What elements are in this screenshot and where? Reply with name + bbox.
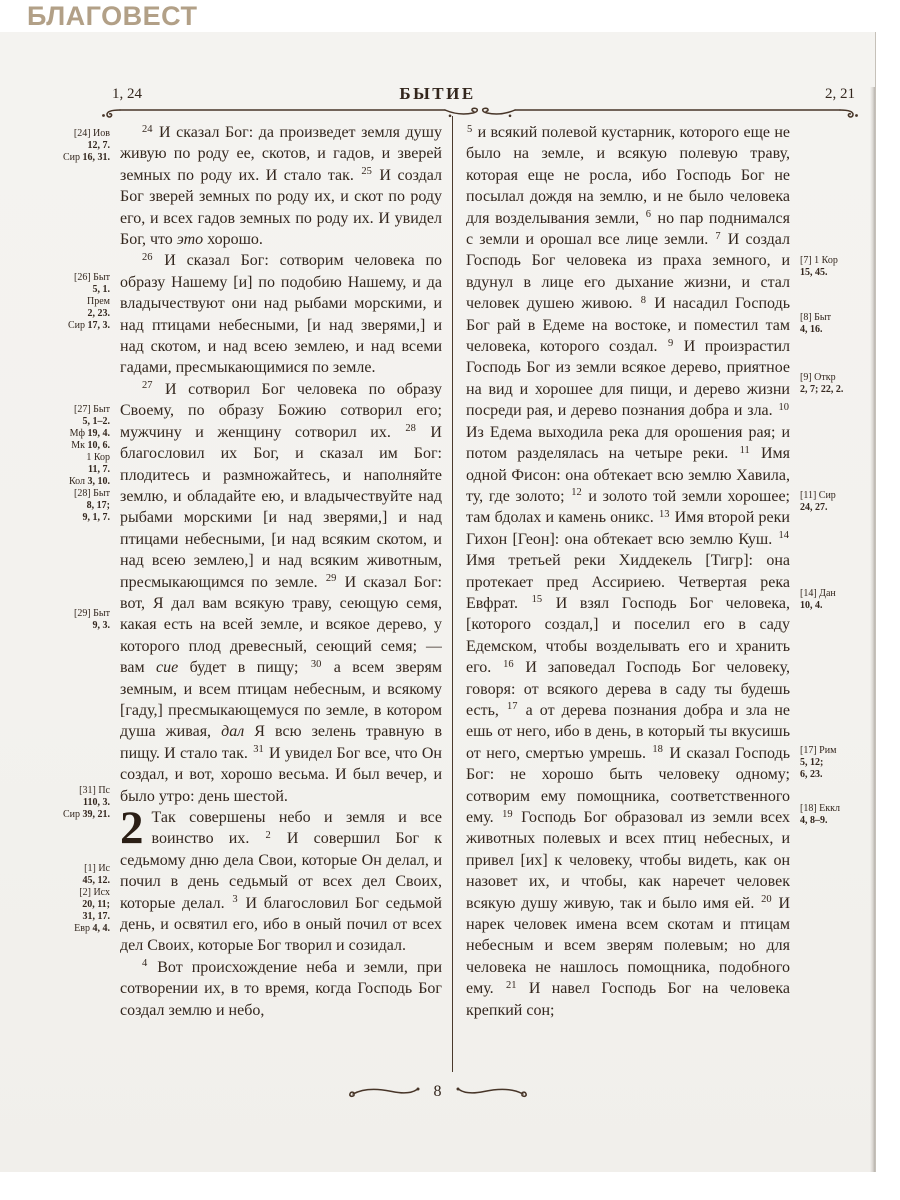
cross-reference-note [12,863,110,935]
cross-reference-line: [11] Сир [800,490,836,501]
bible-paragraph: $^4$ Вот происхождение неба и земли, при сотворении их, в то время, когда Господь Бог создал землю и небо, [120,958,442,1019]
cross-reference-note [800,490,875,514]
bible-paragraph: $^5$ и всякий полевой кустарник, которого еще не было на земле, и всякую полевую траву, которая еще не росла, ибо Господь Бог не посылал дождя на землю, и не было человека для возделывания земли, $^6$ но пар поднимался с земли и орошал все лице земли. $^7$ И создал Господь Бог человека из праха земного, и вдунул в лице его дыхание жизни, и стал человек душею живою. $^8$ И насадил Господь Бог рай в Едеме на востоке, и поместил там человека, которого создал. $^9$ И произрастил Господь Бог из земли всякое дерево, приятное на вид и хорошее для пищи, и дерево жизни посреди рая, и дерево познания добра и зла. $^{10}$ Из Едема выходила река для орошения рая; и потом разделялась на четыре реки. $^{11}$ Имя одной Фисон: она обтекает всю землю Хавила, ту, где золото; $^{12}$ и золото той земли хорошее; там бдолах и камень оникс. $^{13}$ Имя второй реки Гихон [Геон]: она обтекает всю землю Куш. $^{14}$ Имя третьей реки Хиддекель [Тигр]: она протекает пред Ассириею. Четвертая река Евфрат. $^{15}$ И взял Господь Бог человека, [которого создал,] и поселил его в саду Едемском, чтобы возделывать его и хранить его. $^{16}$ И заповедал Господь Бог человеку, говоря: от всякого дерева в саду ты будешь есть, $^{17}$ а от дерева познания добра и зла не ешь от него, ибо в день, в который ты вкусишь от него, смертью умрешь. $^{18}$ И сказал Господь Бог: не хорошо быть человеку одному; сотворим ему помощника, соответственного ему. $^{19}$ Господь Бог образовал из земли всех животных полевых и всех птиц небесных, и привел [их] к человеку, чтобы видеть, как он назовет их, и чтобы, как наречет человек всякую душу живую, так и было имя ей. $^{20}$ И нарек человек имена всем скотам и птицам небесным и всем зверям полевым; но для человека не нашлось помощника, подобного ему. $^{21}$ И навел Господь Бог на человека крепкий сон; [466,123,790,1019]
cross-reference-note [12,608,110,632]
verse-number: 29 [325,573,337,585]
chapter-number-dropcap: 2 [120,802,144,854]
cross-reference-note [12,785,110,821]
page-footer [0,1083,875,1101]
cross-reference-line: 2, 7; 22, 2. [800,384,844,395]
verse-number: 25 [361,166,372,178]
cross-reference-line: Сир 16, 31. [62,152,110,163]
cross-reference-line: 15, 45. [800,267,828,278]
verse-number: 9 [668,337,674,349]
cross-reference-line: [17] Рим [800,745,837,756]
cross-reference-note [800,803,875,827]
cross-reference-note [800,255,875,279]
verse-number: 14 [778,530,789,542]
verse-number: 2 [265,829,271,841]
cross-reference-line: 2, 23. [87,308,110,319]
verse-number: 24 [142,123,153,135]
verse-number: 4 [142,958,148,970]
verse-number: 6 [645,209,651,221]
verse-number: 5 [467,123,473,135]
book-title: БЫТИЕ [399,84,476,103]
right-text-column [466,122,790,1080]
header-flourish-rule [100,105,860,119]
cross-reference-line: 10, 4. [800,600,823,611]
cross-reference-note [800,745,875,781]
footer-flourish-left-icon [348,1085,420,1099]
cross-reference-line: [8] Быт [800,312,831,323]
site-watermark: БЛАГОВЕСТ [27,1,198,31]
cross-reference-note [12,272,110,332]
cross-reference-line: 31, 17. [82,911,110,922]
cross-reference-line: 20, 11; [82,899,110,910]
cross-reference-line: 9, 1, 7. [82,512,110,523]
verse-number: 26 [142,251,153,263]
running-head-right-ref: 2, 21 [825,86,855,102]
verse-number: 27 [142,380,153,392]
cross-reference-line: 24, 27. [800,502,828,513]
cross-reference-line: [29] Быт [74,608,110,619]
verse-number: 21 [505,979,517,991]
cross-reference-line: Евр 4, 4. [74,923,110,934]
cross-reference-note [800,588,875,612]
verse-number: 12 [571,487,582,499]
cross-reference-line: [26] Быт [74,272,110,283]
bible-paragraph: $^{27}$ И сотворил Бог человека по образу Своему, по образу Божию сотворил его; мужчину и женщину сотворил их. $^{28}$ И благословил их Бог, и сказал им Бог: плодитесь и размножайтесь, и наполняйте землю, и обладайте ею, и владычествуйте над рыбами морскими [и над зверями,] и над птицами небесными, [и над всяким скотом, и над всею землею,] и над всяким животным, пресмыкающимся по земле. $^{29}$ И сказал Бог: вот, Я дал вам всякую траву, сеющую семя, какая есть на всей земле, и всякое дерево, у которого плод древесный, сеющий семя; — вам сие будет в пищу; $^{30}$ а всем зверям земным, и всем птицам небесным, и всякому [гаду,] пресмыкающемуся по земле, в котором душа живая, дал Я всю зелень травную в пищу. И стало так. $^{31}$ И увидел Бог все, что Он создал, и вот, хорошо весьма. И был вечер, и было утро: день шестой. [120,380,442,805]
running-head-left-ref: 1, 24 [112,86,142,102]
cross-reference-line: [18] Еккл [800,803,840,814]
bible-paragraph: $^{26}$ И сказал Бог: сотворим человека по образу Нашему [и] по подобию Нашему, и да владычествуют они над рыбами морскими, и над птицами небесными, [и над зверями,] и над скотом, и над всею землею, и над всеми гадами, пресмыкающимися по земле. [120,251,442,377]
verse-number: 28 [405,423,416,435]
cross-reference-line: Мк 10, 6. [71,440,110,451]
cross-reference-line: [24] Иов [73,128,110,139]
left-text-column [120,122,442,1080]
verse-number: 16 [503,658,514,670]
cross-reference-line: Сир 39, 21. [62,809,110,820]
bible-page [0,32,876,1172]
verse-number: 11 [739,444,750,456]
bible-paragraph: $^{24}$ И сказал Бог: да произведет земля душу живую по роду ее, скотов, и гадов, и зверей земных по роду их. И стало так. $^{25}$ И создал Бог зверей земных по роду их, и скот по роду его, и всех гадов земных по роду их. И увидел Бог, что это хорошо. [120,123,442,249]
verse-number: 20 [761,894,772,906]
bible-paragraph: 2 Так совершены небо и земля и все воинство их. $^2$ И совершил Бог к седьмому дню дела Свои, которые Он делал, и почил в день седьмый от всех дел Своих, которые делал. $^3$ И благословил Бог седьмой день, и освятил его, ибо в оный почил от всех дел Своих, которые Бог творил и созидал. [120,802,442,955]
verse-number: 18 [652,744,663,756]
cross-reference-line: 6, 23. [800,769,823,780]
verse-number: 3 [232,894,238,906]
verse-number: 8 [640,294,647,306]
verse-number: 19 [502,808,513,820]
cross-reference-line: [1] Ис [84,863,110,874]
cross-reference-line: 4, 16. [800,324,823,335]
cross-reference-line: 9, 3. [92,620,110,631]
cross-reference-note [12,128,110,164]
verse-number: 7 [715,230,721,242]
cross-reference-line: 8, 17; [86,500,110,511]
cross-reference-line: Сир 17, 3. [67,320,110,331]
verse-number: 15 [531,594,543,606]
cross-reference-line: 5, 1. [92,284,110,295]
cross-reference-line: [27] Быт [74,404,110,415]
verse-number: 10 [778,401,789,413]
verse-number: 30 [310,658,322,670]
cross-reference-line: [31] Пс [79,785,110,796]
cross-reference-line: 12, 7. [87,140,110,151]
page-number: 8 [433,1083,442,1100]
verse-number: 13 [658,508,670,520]
cross-reference-line: 1 Кор [86,452,110,463]
cross-reference-note [800,372,875,396]
cross-reference-note [800,312,875,336]
cross-reference-line: 5, 1–2. [82,416,110,427]
cross-reference-line: 110, 3. [83,797,110,808]
cross-reference-line: [2] Исх [79,887,110,898]
cross-reference-line: [14] Дан [800,588,836,599]
cross-reference-line: 45, 12. [82,875,110,886]
cross-reference-line: [7] 1 Кор [800,255,838,266]
cross-reference-line: Кол 3, 10. [68,476,110,487]
cross-reference-line: 11, 7. [88,464,110,475]
cross-reference-line: [28] Быт [74,488,110,499]
column-divider-rule [452,116,453,1072]
verse-number: 31 [253,744,264,756]
cross-reference-line: 5, 12; [800,757,824,768]
footer-flourish-right-icon [456,1085,528,1099]
cross-reference-note [12,404,110,524]
cross-reference-line: 4, 8–9. [800,815,828,826]
verse-number: 17 [507,701,518,713]
cross-reference-line: [9] Откр [800,372,836,383]
cross-reference-line: Мф 19, 4. [69,428,110,439]
cross-reference-line: Прем [87,296,110,307]
